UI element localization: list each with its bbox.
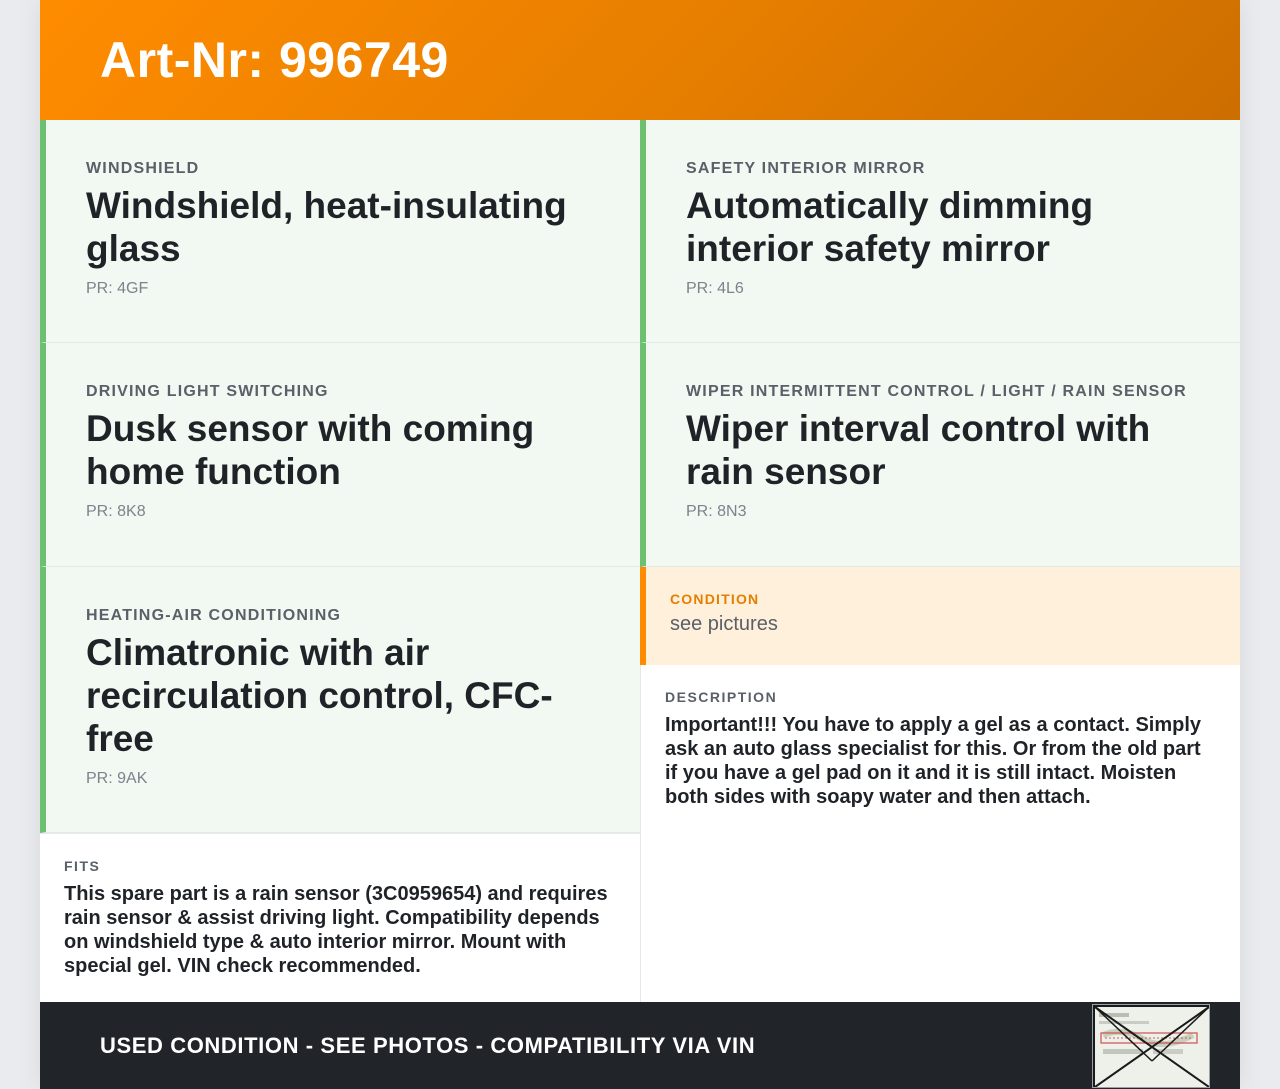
condition-box — [640, 567, 1240, 665]
feature-heating-ac — [40, 567, 640, 833]
footer-bar — [40, 1002, 1240, 1089]
feature-title: Wiper interval control with rain sensor — [686, 408, 1151, 492]
feature-pr-code: PR: 4GF — [86, 280, 149, 297]
feature-title: Automatically dimming interior safety mirror — [686, 185, 1094, 269]
condition-value: see pictures — [670, 613, 778, 635]
document-photo-thumbnail-icon[interactable] — [1092, 1004, 1210, 1088]
right-column-bottom — [640, 567, 1240, 1003]
feature-title: Dusk sensor with coming home function — [86, 408, 535, 492]
feature-title: Climatronic with air recirculation control, CFC-free — [86, 632, 553, 759]
condition-label: CONDITION — [670, 591, 760, 607]
feature-grid — [40, 120, 1240, 1003]
feature-windshield — [40, 120, 640, 343]
feature-label: HEATING-AIR CONDITIONING — [86, 607, 342, 624]
feature-title: Windshield, heat-insulating glass — [86, 185, 567, 269]
feature-label: SAFETY INTERIOR MIRROR — [686, 160, 926, 177]
description-label: DESCRIPTION — [665, 689, 778, 705]
feature-label: WINDSHIELD — [86, 160, 200, 177]
description-text: Important!!! You have to apply a gel as a contact. Simply ask an auto glass specialist for this. Or from the old part if you have a gel pad on it and it is still intact. Moisten both sides with soapy water and then attach. — [665, 714, 1202, 808]
feature-pr-code: PR: 4L6 — [686, 280, 744, 297]
feature-pr-code: PR: 9AK — [86, 770, 148, 787]
feature-label: DRIVING LIGHT SWITCHING — [86, 383, 329, 400]
feature-driving-light — [40, 343, 640, 567]
fits-section — [40, 833, 640, 1003]
description-section — [640, 665, 1240, 1003]
footer-text: USED CONDITION - SEE PHOTOS - COMPATIBILITY VIA VIN — [100, 1032, 756, 1058]
feature-pr-code: PR: 8N3 — [686, 503, 747, 520]
header-bar — [40, 0, 1240, 120]
listing-card — [40, 0, 1240, 1089]
fits-label: FITS — [64, 858, 101, 874]
fits-text: This spare part is a rain sensor (3C0959654) and requires rain sensor & assist driving light. Compatibility depends on windshield type & auto interior mirror. Mount with special gel. VIN check recommended. — [64, 883, 608, 977]
left-column-bottom — [40, 567, 640, 1003]
feature-interior-mirror — [640, 120, 1240, 343]
article-number-title: Art-Nr: 996749 — [100, 32, 449, 88]
feature-pr-code: PR: 8K8 — [86, 503, 146, 520]
feature-label: WIPER INTERMITTENT CONTROL / LIGHT / RAIN SENSOR — [686, 383, 1187, 400]
feature-wiper-control — [640, 343, 1240, 567]
